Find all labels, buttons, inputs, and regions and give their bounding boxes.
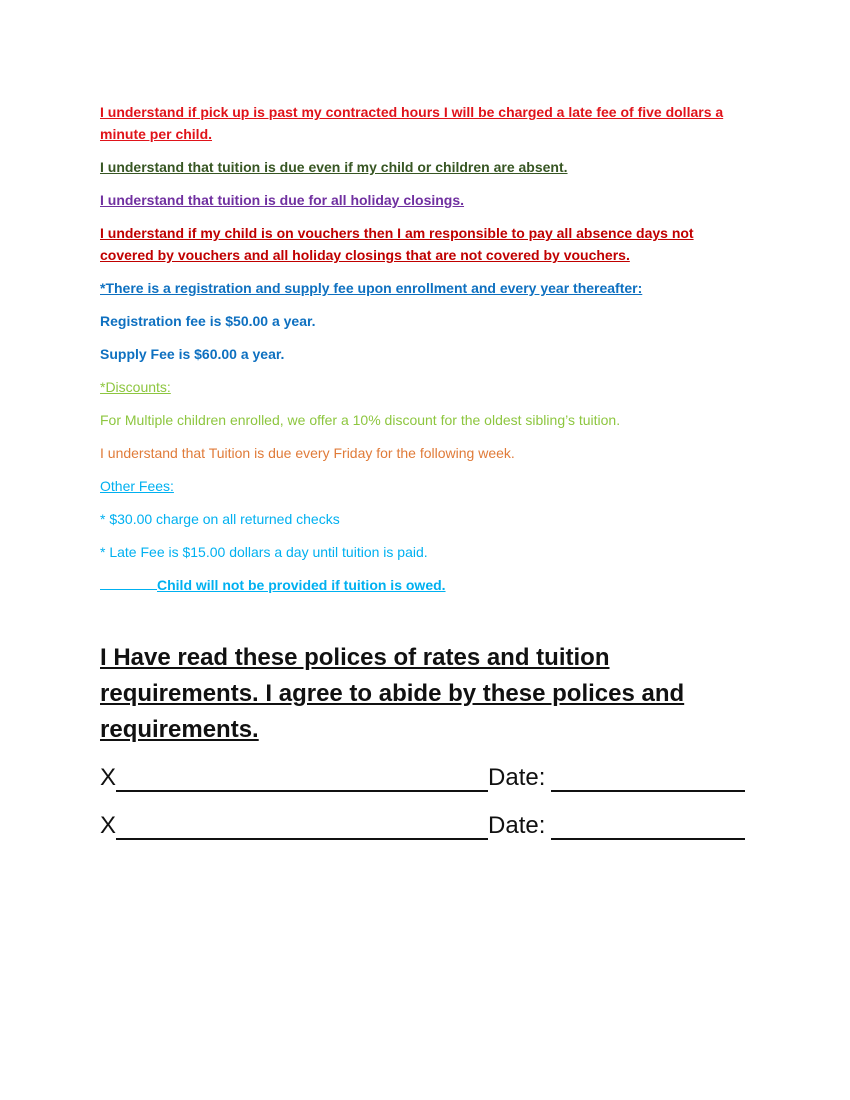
late-pickup-policy: I understand if pick up is past my contracted hours I will be charged a late fee of five dollars a minute per child.: [100, 104, 724, 142]
holiday-policy: I understand that tuition is due for all holiday closings.: [100, 192, 465, 208]
signature-line-2: [100, 810, 750, 840]
discounts-heading: *Discounts:: [100, 379, 171, 395]
signature-field[interactable]: [116, 766, 488, 792]
registration-fee: Registration fee is $50.00 a year.: [100, 313, 316, 329]
other-fees-heading: Other Fees:: [100, 478, 174, 494]
signature-mark: X: [100, 812, 117, 839]
late-fee-text: * Late Fee is $15.00 dollars a day until tuition is paid.: [100, 544, 428, 560]
supply-fee: Supply Fee is $60.00 a year.: [100, 346, 285, 362]
vouchers-policy: I understand if my child is on vouchers then I am responsible to pay all absence days not covered by vouchers and all holiday closings that are not covered by vouchers.: [100, 225, 694, 263]
date-label: Date:: [488, 764, 546, 791]
not-provided-notice: [100, 574, 750, 596]
date-field[interactable]: [551, 814, 745, 840]
signature-line-1: [100, 762, 750, 792]
returned-checks-fee: * $30.00 charge on all returned checks: [100, 511, 340, 527]
date-label: Date:: [488, 812, 546, 839]
signature-mark: X: [100, 764, 117, 791]
signature-field[interactable]: [116, 814, 488, 840]
discount-text: For Multiple children enrolled, we offer a 10% discount for the oldest sibling’s tuition.: [100, 412, 621, 428]
policy-list: [100, 101, 750, 607]
date-field[interactable]: [551, 766, 745, 792]
agreement-statement: I Have read these polices of rates and tuition requirements. I agree to abide by these polices and requirements.: [100, 644, 685, 743]
absent-policy: I understand that tuition is due even if my child or children are absent.: [100, 159, 568, 175]
tuition-due-text: I understand that Tuition is due every Friday for the following week.: [100, 445, 515, 461]
registration-heading: *There is a registration and supply fee upon enrollment and every year thereafter:: [100, 280, 643, 296]
blank-line: [100, 588, 157, 590]
not-provided-text: Child will not be provided if tuition is owed.: [157, 577, 446, 593]
